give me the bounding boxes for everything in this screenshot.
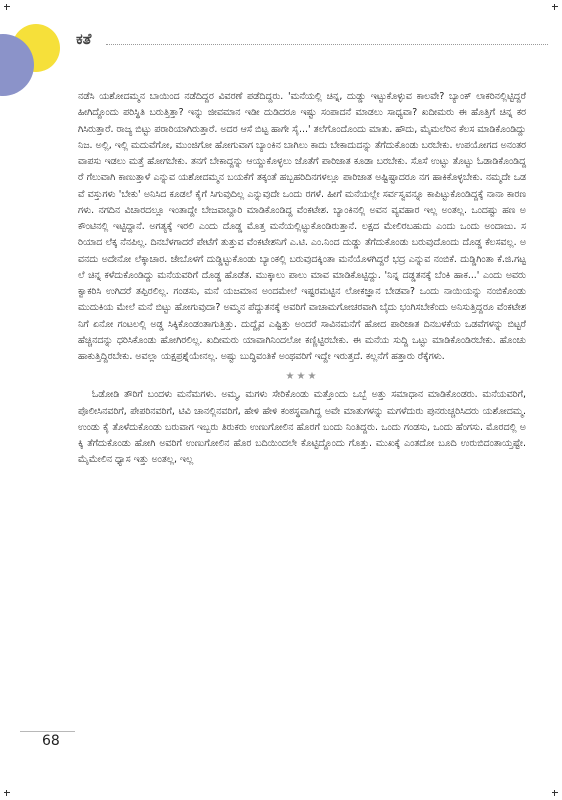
page-number: 68 — [42, 733, 60, 749]
paragraph: ನಡೆಸಿ ಯಶೋದಮ್ಮನ ಬಾಯಿಂದ ನಡೆದಿದ್ದರ ವಿವರಣೆ ಪಡೆದಿದ್ದರು. 'ಮನೆಯಲ್ಲಿ ಚಿನ್ನ, ದುಡ್ಡು ಇಟ್ಟುಕೊಳ್ಳುವ ಕಾಲವೇ? ಬ್ಯಾಂಕ್ ಲಾಕರಿನಲ್ಲಿಟ್ಟಿದ್ದರೆ ಹೀಗಿದ್ದೊಂದು ಪರಿಸ್ಥಿತಿ ಬರುತ್ತಿತ್ತಾ? ಇನ್ನು ಜೀವಮಾನ ಇಡೀ ದುಡಿದರೂ ಇಷ್ಟು ಸಂಪಾದನೆ ಮಾಡಲು ಸಾಧ್ಯವಾ? ಖದೀಮರು ಈ ಹೊತ್ತಿಗೆ ಚಿನ್ನ ಕರಗಿಸಿರುತ್ತಾರೆ. ರಾಜ್ಯ ಬಿಟ್ಟು ಪರಾರಿಯಾಗಿರುತ್ತಾರೆ. ಅದರ ಆಸೆ ಬಿಟ್ಟ ಹಾಗೇ ಸೈ...' ತಲೆಗೊಂದೊಂದು ಮಾತು. ಹೌದು, ಮೈಮಲೆರಿನ ಕೆಲಸ ಮಾಡಿಕೊಂಡಿದ್ದು ನಿಜ. ಅಲ್ಲಿ, ಇಲ್ಲಿ ಮದುವೆಗೋ, ಮುಂಜಿಗೋ ಹೋಗುವಾಗ ಬ್ಯಾಂಕಿನ ಬಾಗಿಲು ಕಾದು ಬೇಕಾದುದನ್ನು ತೆಗೆದುಕೊಂಡು ಬರಬೇಕು. ಉಪಯೋಗದ ಅನಂತರ ವಾಪಸು ಇಡಲು ಮತ್ತೆ ಹೋಗಬೇಕು. ತನಗೆ ಬೇಕಾದ್ದನ್ನು ಆಯ್ದುಕೊಳ್ಳಲು ಜೊತೆಗೆ ಪಾರಿಜಾತ ಕೂಡಾ ಬರಬೇಕು. ಸೊಸೆ ಉಟ್ಟು ತೊಟ್ಟು ಓಡಾಡಿಕೊಂಡಿದ್ದರೆ ಗೆಲುವಾಗಿ ಕಾಣುತ್ತಾಳೆ ಎನ್ನುವ ಯಶೋದಮ್ಮನ ಬಯಕೆಗೆ ತಕ್ಕಂತೆ ಹಬ್ಬಹರಿದಿನಗಳಲ್ಲೂ ಪಾರಿಜಾತ ಅಷ್ಟಿಷ್ಟಾದರೂ ನಗ ಹಾಕಿಕೊಳ್ಳಬೇಕು. ನಮ್ಮದೇ ಒಡವೆ ವಸ್ತುಗಳು 'ಬೇಕು' ಅನಿಸಿದ ಕೂಡಲೆ ಕೈಗೆ ಸಿಗುವುದಿಲ್ಲ ಎನ್ನುವುದೇ ಒಂದು ರಗಳೆ. ಹೀಗೆ ಮನೆಯಲ್ಲೇ ಸರ್ವಸ್ವವನ್ನೂ ಕಾಪಿಟ್ಟುಕೊಂಡಿದ್ದಕ್ಕೆ ನಾನಾ ಕಾರಣಗಳು. ನಗದಿನ ವಿಚಾರದಲ್ಲೂ ಇಂತಾದ್ದೇ ಬೇಜವಾಬ್ದಾರಿ ಮಾಡಿಕೊಂಡಿದ್ದ ವೆಂಕಟೇಶ. ಬ್ಯಾಂಕಿನಲ್ಲಿ ಅವನ ವ್ಯವಹಾರ ಇಲ್ಲ ಅಂತಲ್ಲ. ಒಂದಷ್ಟು ಹಣ ಅಕೌಂಟಿನಲ್ಲಿ ಇಟ್ಟಿದ್ದಾನೆ. ಅಗತ್ಯಕ್ಕೆ ಇರಲಿ ಎಂದು ದೊಡ್ಡ ಮೊತ್ತ ಮನೆಯಲ್ಲಿಟ್ಟುಕೊಂಡಿರುತ್ತಾನೆ. ಲಕ್ಷದ ಮೇಲಿರಬಹುದು ಎಂದು ಒಂದು ಅಂದಾಜು. ಸರಿಯಾದ ಲೆಕ್ಕ ನೆನಪಿಲ್ಲ. ದಿನಬೆಳಗಾದರೆ ಪೇಟೆಗೆ ತುತ್ತುವ ವೆಂಕಟೇಶನಿಗೆ ಎ.ಟಿ. ಎಂ.ನಿಂದ ದುಡ್ಡು ತೆಗೆದುಕೊಂಡು ಬರುವುದೊಂದು ದೊಡ್ಡ ಕೆಲಸವಲ್ಲ. ಅವನದು ಅದೇನೋ ಲೆಕ್ಕಾಚಾರ. ಜೇಬೊಳಗೆ ದುಡ್ಡಿಟ್ಟುಕೊಂಡು ಬ್ಯಾಂಕಲ್ಲಿ ಬರುವುದಕ್ಕಿಂತಾ ಮನೆಯೊಳಗಿದ್ದರೆ ಭದ್ರ ಎನ್ನುವ ನಂಬಿಕೆ. ದುಡ್ಡಿಗಿಂತಾ ಕೆ.ಜಿ.ಗಟ್ಟಲೆ ಚಿನ್ನ ಕಳೆದುಕೊಂಡಿದ್ದು ಮನೆಯವರಿಗೆ ದೊಡ್ಡ ಹೊಡೆತ. ಮುಕ್ಕಾಲು ಪಾಲು ಮಾವ ಮಾಡಿಕೊಟ್ಟಿದ್ದು. 'ನಿನ್ನ ದಡ್ಡತನಕ್ಕೆ ಬೆಂಕಿ ಹಾಕ...' ಎಂದು ಅವರು ಕ್ವಾಕರಿಸಿ ಉಗಿದರೆ ತಪ್ಪಿರಲಿಲ್ಲ. ಗಂಡಸು, ಮನೆ ಯಜಮಾನ ಅಂದಮೇಲೆ ಇಷ್ಟರಮಟ್ಟಿನ ಲೋಕಜ್ಞಾನ ಬೇಡವಾ? ಒಂದು ನಾಯಿಯನ್ನು ನಂಬಿಕೊಂಡು ಮುದುಕಿಯ ಮೇಲೆ ಮನೆ ಬಿಟ್ಟು ಹೋಗುವುದಾ? ಅಮ್ಮನ ಪೆದ್ದುತನಕ್ಕೆ ಅವರಿಗೆ ವಾಚಾಮಗೋಚರವಾಗಿ ಬೈದು ಭಂಗಿಸಬೇಕೆಂದು ಅನಿಸುತ್ತಿದ್ದರೂ ವೆಂಕಟೇಶನಿಗೆ ಏನೋ ಗಂಟಲಲ್ಲಿ ಅಡ್ಡ ಸಿಕ್ಕಿಕೊಂಡಂತಾಗುತ್ತಿತ್ತು. ದುದ್ದೈವ ಎಷ್ಟಿತ್ತು ಅಂದರೆ ಸಾವಿನಮನೆಗೆ ಹೋದ ಪಾರಿಜಾತ ದಿನಬಳಕೆಯ ಒಡವೆಗಳನ್ನು ಬಿಟ್ಟರೆ ಹೆಚ್ಚಿನದನ್ನು ಧರಿಸಿಕೊಂಡು ಹೋಗಿರಲಿಲ್ಲ. ಖದೀಮರು ಯಾವಾಗಿನಿಂದಲೋ ಕಣ್ಣಿಟ್ಟಿರಬೇಕು. ಈ ಮನೆಯ ಸುದ್ದಿ ಒಟ್ಟು ಮಾಡಿಕೊಂಡಿರಬೇಕು. ಹೊಂಚು ಹಾಕುತ್ತಿದ್ದಿರಬೇಕು. ಅವಲ್ಲಾ ಯಕ್ಷಪ್ರಶ್ನೆಯೇನಲ್ಲ. ಅಷ್ಟು ಬುದ್ಧಿವಂತಿಕೆ ಅಂಥವರಿಗೆ ಇದ್ದೇ ಇರುತ್ತದೆ. ಕಲ್ಲನೆಗೆ ಹತ್ತಾರು ರೆಕ್ಕೆಗಳು. — [78, 91, 526, 362]
section-title: ಕತೆ — [76, 30, 92, 48]
crop-mark-top-left — [4, 4, 10, 10]
section-separator: ★★★ — [285, 371, 319, 383]
paragraph: ಓಡೋಡಿ ತೌರಿಗೆ ಬಂದಳು ಮನೆಮಗಳು. ಅಮ್ಮ, ಮಗಳು ಸೇರಿಕೊಂಡು ಮತ್ತೊಂದು ಒಬ್ಬೆ ಅತ್ತು ಸಮಾಧಾನ ಮಾಡಿಕೊಂಡರು. ಮನೆಯವರಿಗೆ, ಪೊಲೀಸಿನವರಿಗೆ, ಪೇಪರಿನವರಿಗೆ, ಟಿವಿ ಚಾನಲ್ಲಿನವರಿಗೆ, ಹೇಳಿ ಹೇಳಿ ಕಂಠಸ್ಥವಾಗಿದ್ದ ಅವೇ ಮಾತುಗಳನ್ನು ಮಗಳೆದುರು ಪುನರುಚ್ಚರಿಸಿದರು ಯಶೋದಮ್ಮ. ಉಂಡು ಕೈ ತೊಳೆದುಕೊಂಡು ಬರುವಾಗ ಇಬ್ಬರು ತಿರುಕರು ಉಣುಗೋಲಿನ ಹೊರಗೆ ಬಂದು ನಿಂತಿದ್ದರು. ಒಂದು ಗಂಡಸು, ಒಂದು ಹೆಂಗಸು. ಮೊರದಲ್ಲಿ ಅಕ್ಕಿ ತೆಗೆದುಕೊಂಡು ಹೋಗಿ ಅವರಿಗೆ ಉಣುಗೋಲಿನ ಹೊರ ಬದಿಯಿಂದಲೇ ಕೊಟ್ಟಿದ್ದೊಂದು ಗೊತ್ತು. ಮುಖಕ್ಕೆ ಎಂತದೋ ಬೂದಿ ಉರುಬಿದಂತಾಯ್ತಷ್ಟೇ. ಮೈಮೇಲಿನ ಧ್ಯಾಸ ಇತ್ತು ಅಂತಲ್ಲ, ಇಲ್ಲ — [78, 389, 526, 466]
crop-mark-bottom-right — [552, 790, 558, 796]
crop-mark-top-right — [552, 4, 558, 10]
crop-mark-bottom-left — [4, 790, 10, 796]
header-dotted-rule — [106, 44, 548, 45]
article-body — [78, 89, 526, 469]
footer-rule — [20, 731, 75, 732]
